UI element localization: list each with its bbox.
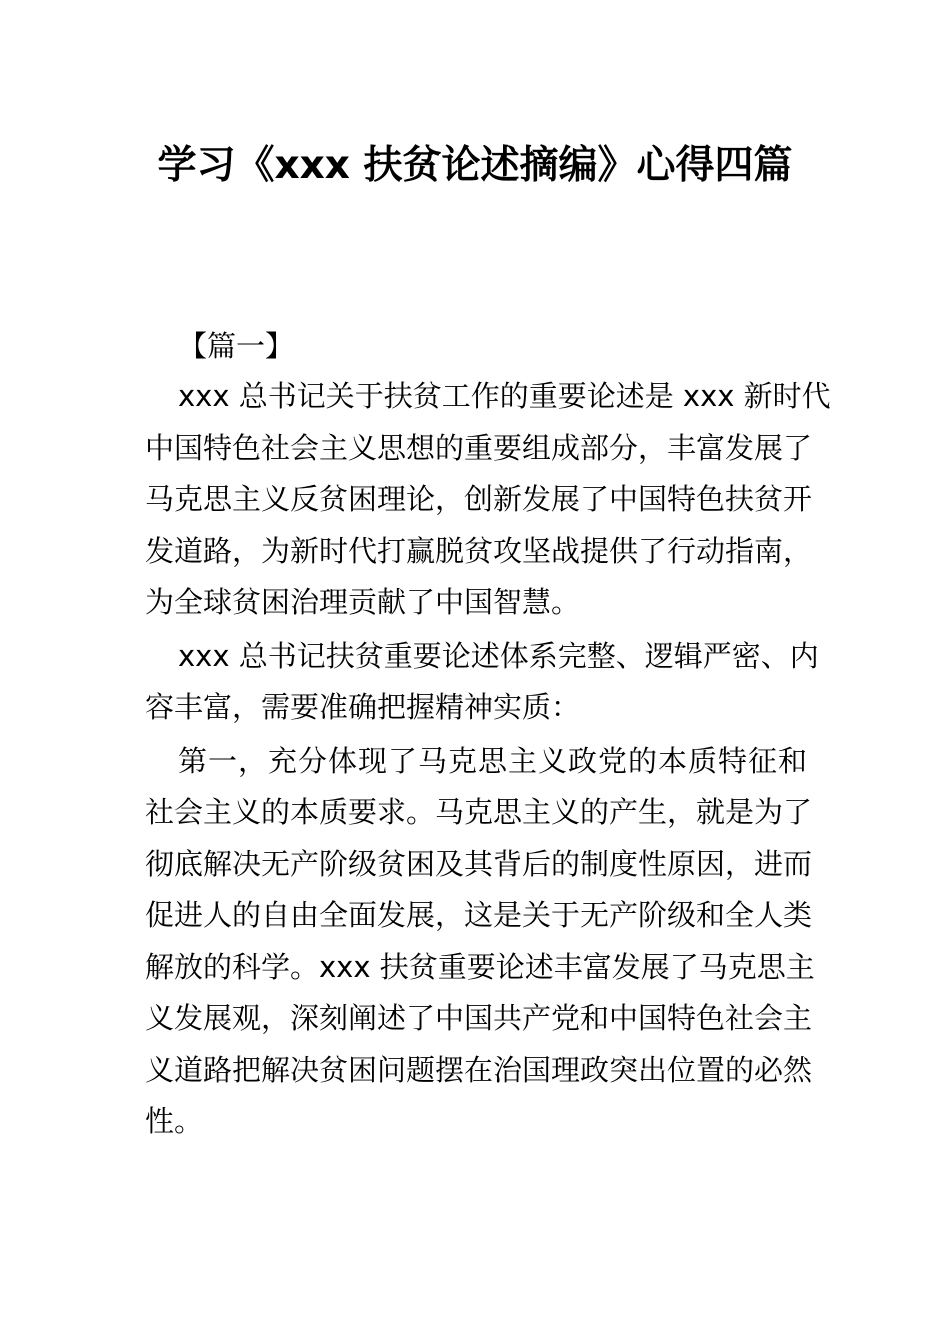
paragraph-line: 促进人的自由全面发展，这是关于无产阶级和全人类 [145, 898, 813, 932]
paragraph-line: 第一，充分体现了马克思主义政党的本质特征和 [178, 743, 807, 778]
paragraph-line: 解放的科学。xxx 扶贫重要论述丰富发展了马克思主 [145, 949, 815, 984]
document-body [145, 321, 831, 1148]
paragraph-line: 义发展观，深刻阐述了中国共产党和中国特色社会主 [145, 1001, 813, 1035]
paragraph-line: 容丰富，需要准确把握精神实质： [145, 690, 581, 724]
paragraph-line: 性。 [145, 1104, 204, 1138]
paragraph-3 [145, 736, 815, 1148]
section-label: 【篇一】 [178, 329, 295, 363]
paragraph-line: 义道路把解决贫困问题摆在治国理政突出位置的必然 [145, 1052, 813, 1087]
paragraph-line: 为全球贫困治理贡献了中国智慧。 [145, 585, 581, 619]
paragraph-1 [145, 371, 831, 629]
paragraph-2 [145, 631, 819, 734]
paragraph-line: 社会主义的本质要求。马克思主义的产生，就是为了 [145, 795, 813, 829]
document-title: 学习《xxx 扶贫论述摘编》心得四篇 [157, 143, 793, 188]
paragraph-line: 中国特色社会主义思想的重要组成部分，丰富发展了 [145, 430, 813, 465]
paragraph-line: xxx 总书记关于扶贫工作的重要论述是 xxx 新时代 [178, 379, 831, 413]
paragraph-line: xxx 总书记扶贫重要论述体系完整、逻辑严密、内 [178, 638, 819, 673]
paragraph-line: 发道路，为新时代打赢脱贫攻坚战提供了行动指南， [145, 533, 813, 568]
paragraph-line: 彻底解决无产阶级贫困及其背后的制度性原因，进而 [145, 846, 813, 881]
paragraph-line: 马克思主义反贫困理论，创新发展了中国特色扶贫开 [145, 482, 813, 516]
